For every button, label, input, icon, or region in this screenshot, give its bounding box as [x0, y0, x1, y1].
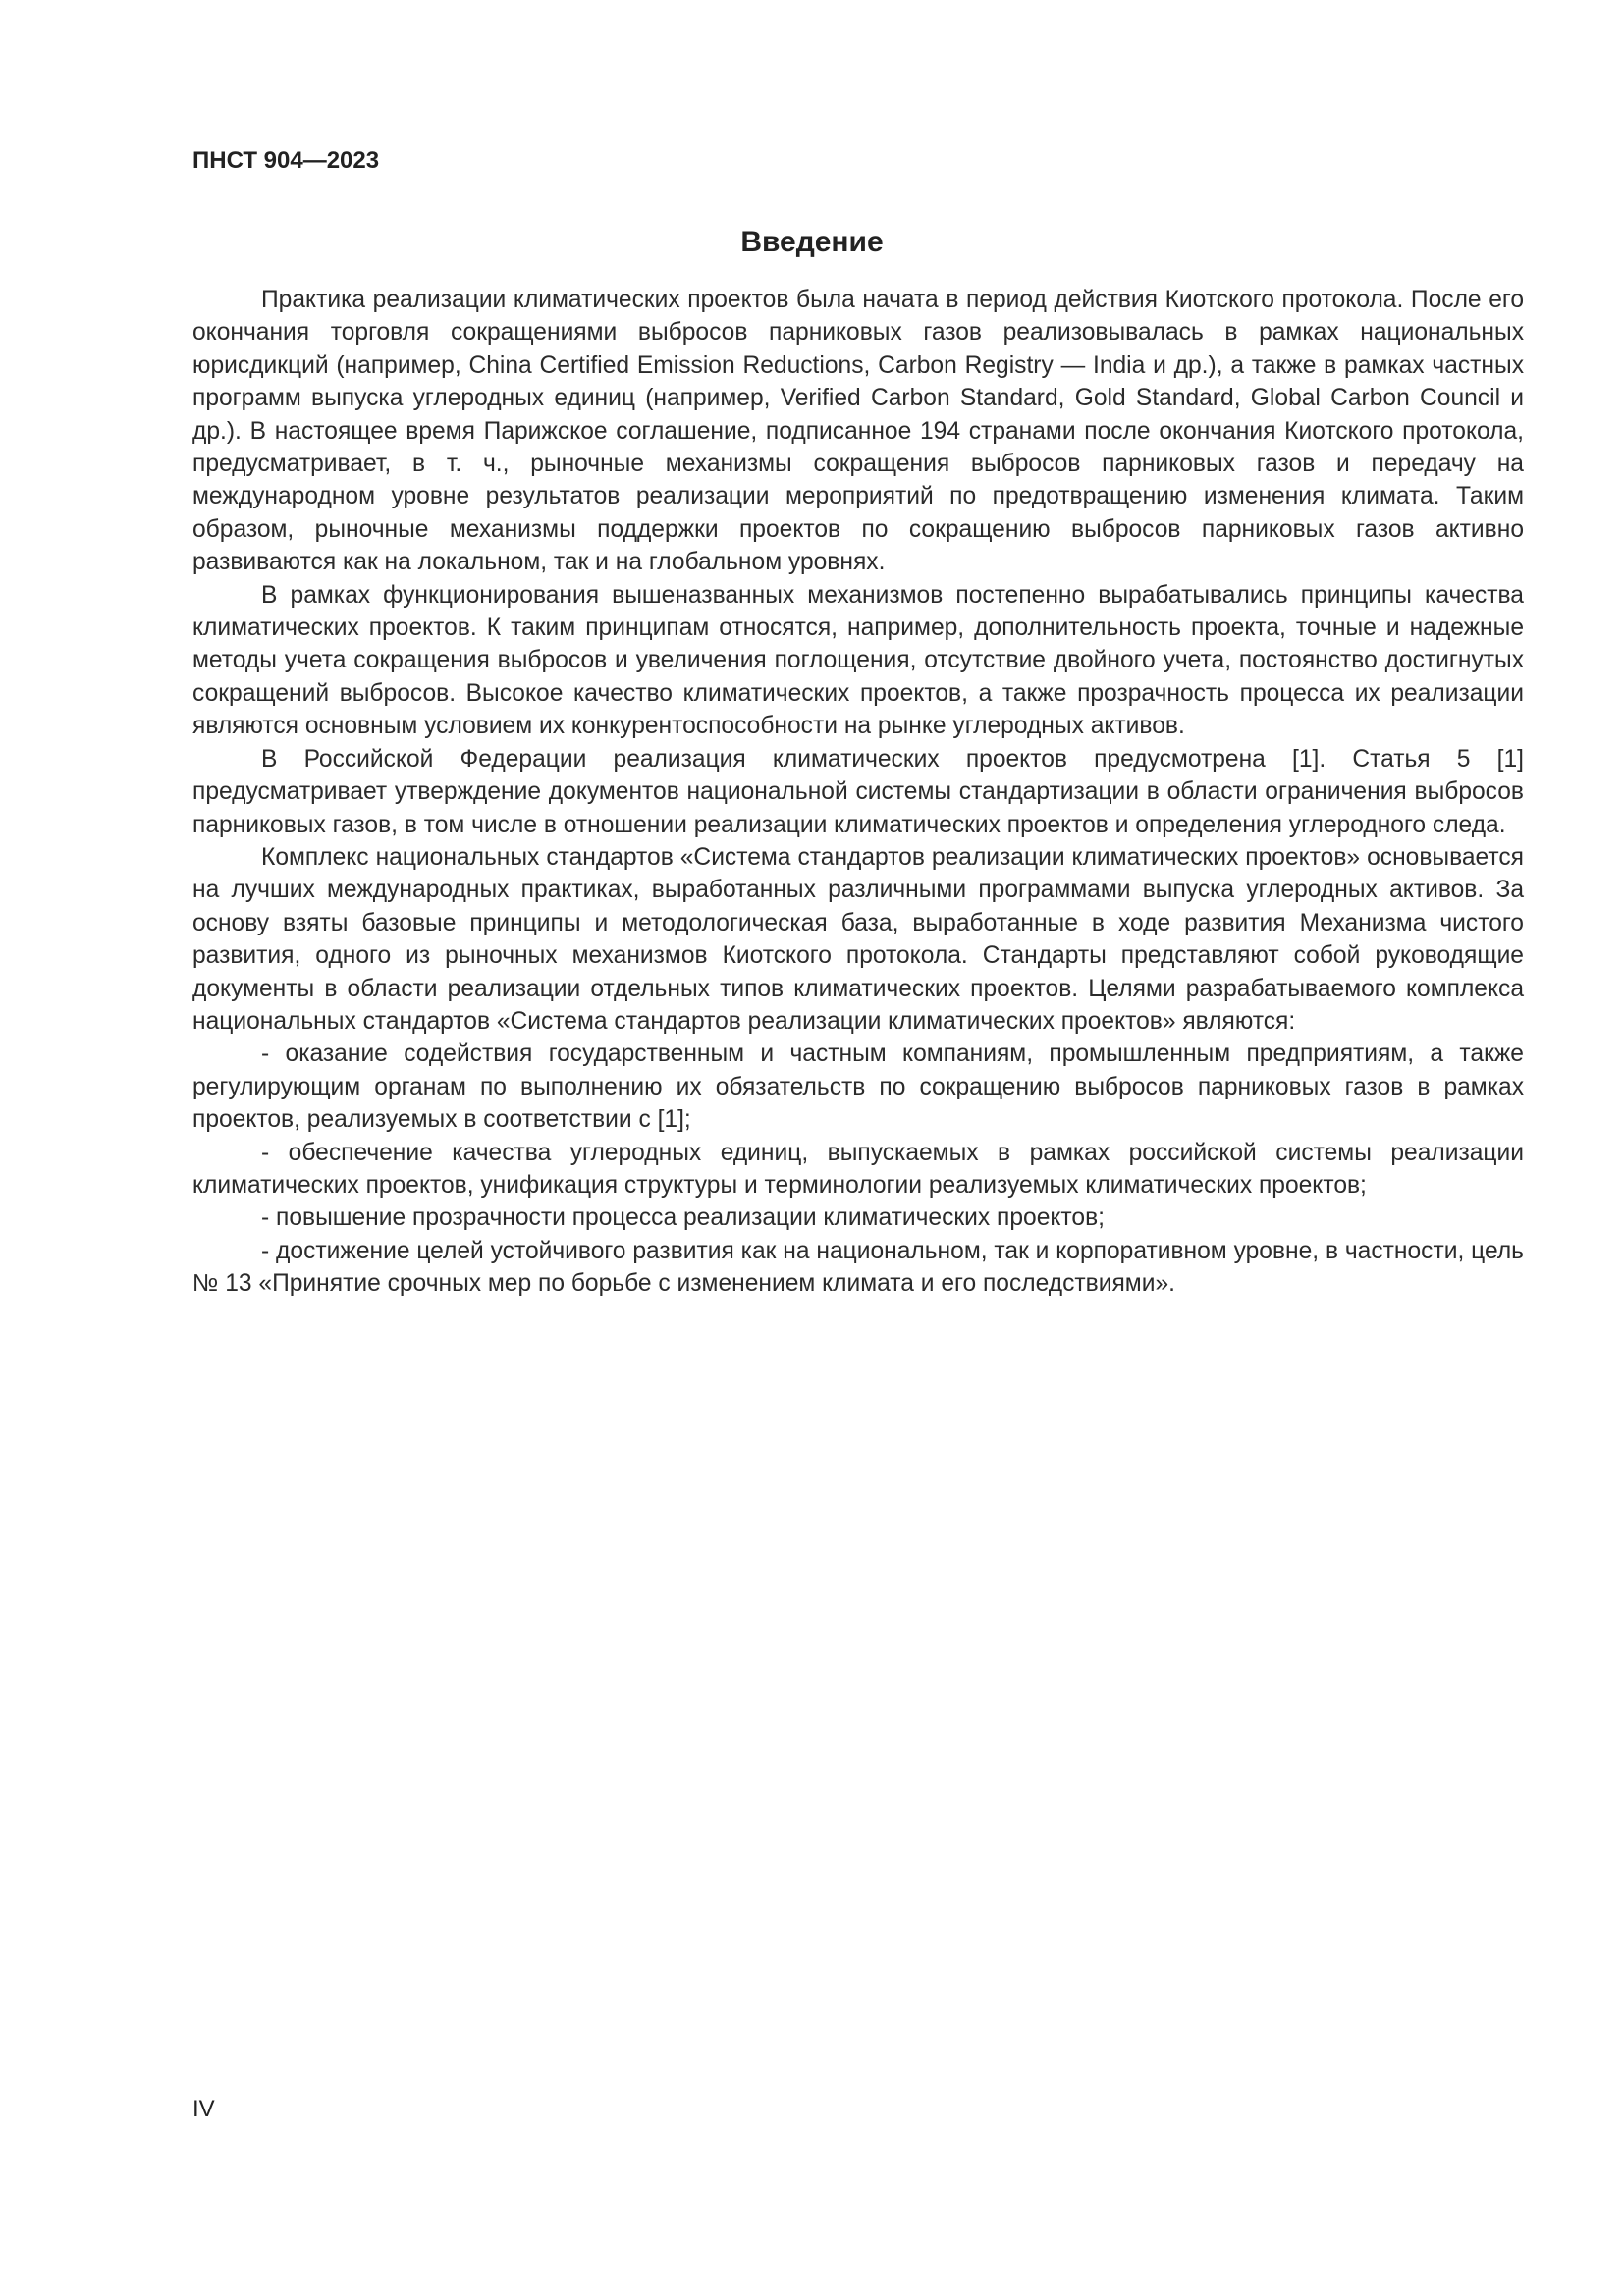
list-item-transparency: - повышение прозрачности процесса реализации климатических проектов;	[261, 1204, 1105, 1232]
page-number: IV	[192, 2096, 215, 2122]
paragraph-kyoto-practice: Практика реализации климатических проектов была начата в период действия Киотского протокола. После его окончания торговля сокращениями выбросов парниковых газов реализовывалась в рамках национальных юрисдикций (например, China Certified Emission Reductions, Carbon Registry — India и др.), а также в рамках частных программ выпуска углеродных единиц (например, Verified Carbon Standard, Gold Standard, Global Carbon Council и др.). В настоящее время Парижское соглашение, подписанное 194 странами после окончания Киотского протокола, предусматривает, в т. ч., рыночные механизмы сокращения выбросов парниковых газов и передачу на международном уровне результатов реализации мероприятий по предотвращению изменения климата. Таким образом, рыночные механизмы поддержки проектов по сокращению выбросов парниковых газов активно развиваются как на локальном, так и на глобальном уровнях.	[192, 287, 1524, 576]
section-body	[192, 284, 1524, 1301]
list-item-quality-assurance: - обеспечение качества углеродных единиц, выпускаемых в рамках российской системы реализации климатических проектов, унификация структуры и терминологии реализуемых климатических проектов;	[192, 1139, 1524, 1199]
list-item-assistance: - оказание содействия государственным и частным компаниям, промышленным предприятиям, а также регулирующим органам по выполнению их обязательств по сокращению выбросов парниковых газов в рамках проектов, реализуемых в соответствии с [1];	[192, 1041, 1524, 1134]
paragraph-russian-federation: В Российской Федерации реализация климатических проектов предусмотрена [1]. Статья 5 [1] предусматривает утверждение документов национальной системы стандартизации в области ограничения выбросов парниковых газов, в том числе в отношении реализации климатических проектов и определения углеродного следа.	[192, 745, 1524, 838]
section-title: Введение	[740, 226, 884, 258]
document-code-header: ПНСТ 904—2023	[192, 147, 380, 174]
paragraph-quality-principles: В рамках функционирования вышеназванных механизмов постепенно вырабатывались принципы качества климатических проектов. К таким принципам относятся, например, дополнительность проекта, точные и надежные методы учета сокращения выбросов и увеличения поглощения, отсутствие двойного учета, постоянство достигнутых сокращений выбросов. Высокое качество климатических проектов, а также прозрачность процесса их реализации являются основным условием их конкурентоспособности на рынке углеродных активов.	[192, 581, 1524, 740]
list-item-sustainable-development: - достижение целей устойчивого развития как на национальном, так и корпоративном уровне, в частности, цель № 13 «Принятие срочных мер по борьбе с изменением климата и его последствиями».	[192, 1237, 1524, 1298]
paragraph-standards-complex: Комплекс национальных стандартов «Система стандартов реализации климатических проектов» основывается на лучших международных практиках, выработанных различными программами выпуска углеродных активов. За основу взяты базовые принципы и методологическая база, выработанные в ходе развития Механизма чистого развития, одного из рыночных механизмов Киотского протокола. Стандарты представляют собой руководящие документы в области реализации отдельных типов климатических проектов. Целями разрабатываемого комплекса национальных стандартов «Система стандартов реализации климатических проектов» являются:	[192, 843, 1524, 1035]
